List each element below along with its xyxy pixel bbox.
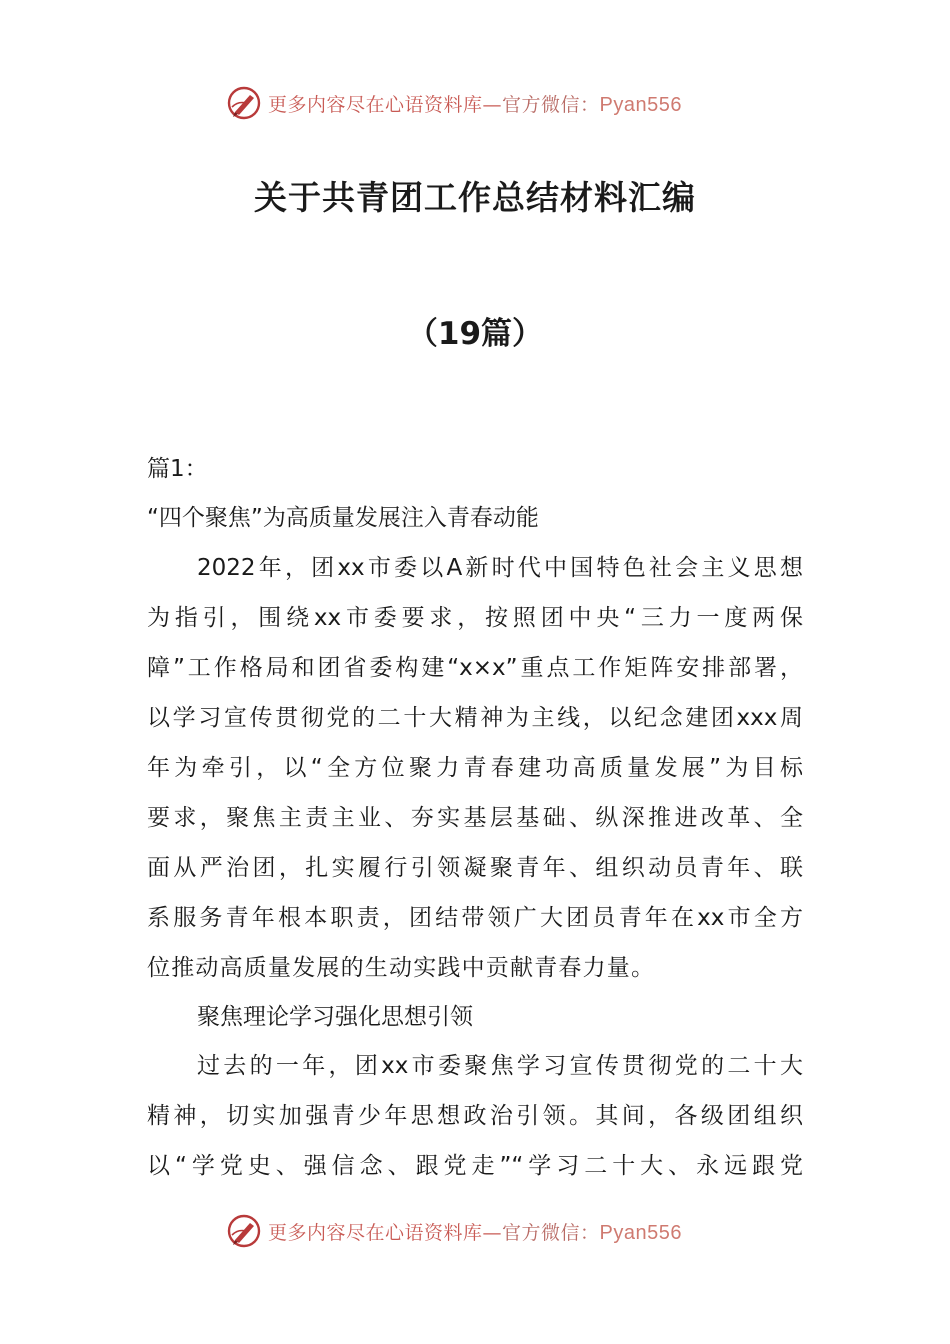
watermark-text: 更多内容尽在心语资料库—官方微信：Pyan556 (268, 1221, 682, 1244)
document-count: （19篇） (406, 316, 544, 352)
body-line: 以“学党史、强信念、跟党走”“学习二十大、永远跟党 (147, 1153, 803, 1179)
article-title: “四个聚焦”为高质量发展注入青春动能 (147, 505, 539, 531)
watermark-banner-top (226, 83, 682, 123)
body-line: 障”工作格局和团省委构建“x×x”重点工作矩阵安排部署， (147, 655, 803, 681)
body-line: 面从严治团，扎实履行引领凝聚青年、组织动员青年、联 (147, 855, 803, 881)
watermark-banner-bottom (226, 1211, 682, 1251)
body-line: 为指引，围绕xx市委要求，按照团中央“三力一度两保 (147, 605, 803, 631)
watermark-text: 更多内容尽在心语资料库—官方微信：Pyan556 (268, 93, 682, 116)
article-label: 篇1： (147, 456, 208, 482)
body-line: 要求，聚焦主责主业、夯实基层基础、纵深推进改革、全 (147, 805, 803, 831)
body-line: 位推动高质量发展的生动实践中贡献青春力量。 (147, 955, 656, 981)
body-line: 年为牵引，以“全方位聚力青春建功高质量发展”为目标 (147, 755, 803, 781)
body-line: 系服务青年根本职责，团结带领广大团员青年在xx市全方 (147, 905, 803, 931)
section-heading: 聚焦理论学习强化思想引领 (197, 1004, 473, 1030)
pen-logo-icon (226, 1213, 262, 1249)
body-line: 以学习宣传贯彻党的二十大精神为主线，以纪念建团xxx周 (147, 705, 803, 731)
body-line: 过去的一年，团xx市委聚焦学习宣传贯彻党的二十大 (197, 1053, 803, 1079)
body-line: 2022年，团xx市委以A新时代中国特色社会主义思想 (197, 555, 803, 581)
body-line: 精神，切实加强青少年思想政治引领。其间，各级团组织 (147, 1103, 803, 1129)
pen-logo-icon (226, 85, 262, 121)
document-title: 关于共青团工作总结材料汇编 (254, 178, 696, 217)
